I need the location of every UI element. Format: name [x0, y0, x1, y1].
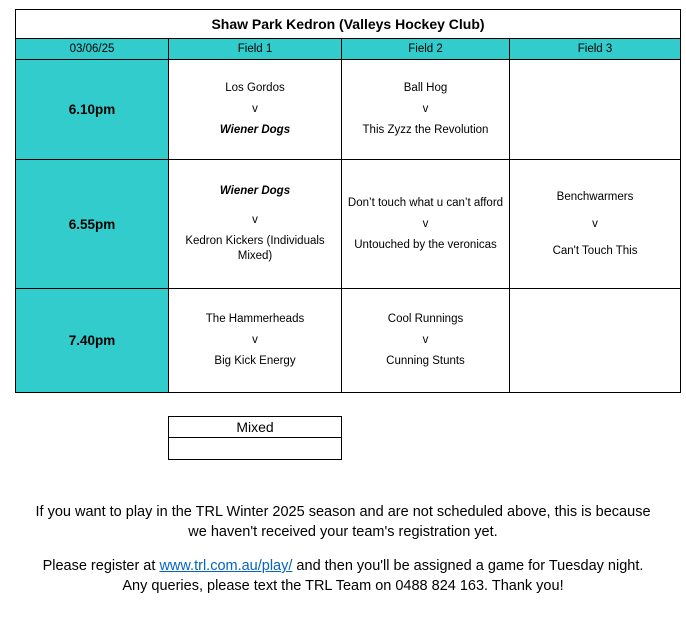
empty-game-cell: [510, 60, 681, 160]
legend-mixed-label: Mixed: [169, 417, 342, 438]
home-team: Ball Hog: [403, 82, 448, 94]
home-team: Cool Runnings: [387, 313, 464, 325]
timeslot-row: [16, 289, 681, 393]
away-team: Cunning Stunts: [386, 355, 465, 367]
versus-label: v: [422, 103, 429, 115]
game-cell: [169, 160, 342, 289]
game-cell: [342, 60, 510, 160]
away-team: Untouched by the veronicas: [354, 238, 497, 251]
game-cell: [342, 160, 510, 289]
legend-empty-cell: [169, 438, 342, 460]
register-prefix: Please register at: [42, 558, 160, 574]
notice-line: we haven't received your team's registration yet.: [188, 524, 498, 540]
registration-notice: [0, 502, 686, 542]
field-2-header: Field 2: [342, 39, 510, 60]
versus-label: v: [252, 103, 258, 115]
versus-label: v: [592, 217, 598, 230]
contact-line: Any queries, please text the TRL Team on 0488 824 163. Thank you!: [122, 578, 564, 594]
time-cell: 6.55pm: [16, 160, 169, 289]
game-cell: [342, 289, 510, 393]
away-team: This Zyzz the Revolution: [362, 124, 489, 136]
register-link[interactable]: www.trl.com.au/play/: [159, 558, 293, 574]
versus-label: v: [252, 334, 258, 346]
register-suffix: and then you'll be assigned a game for Tuesday night.: [292, 558, 644, 574]
timeslot-row: [16, 60, 681, 160]
home-team: The Hammerheads: [205, 313, 305, 325]
game-cell: [169, 289, 342, 393]
versus-label: v: [252, 214, 258, 226]
versus-label: v: [422, 334, 429, 346]
schedule-table: [15, 9, 681, 393]
versus-label: v: [422, 217, 429, 230]
empty-game-cell: [510, 289, 681, 393]
timeslot-row: [16, 160, 681, 289]
away-team: Can't Touch This: [552, 244, 638, 257]
venue-title: Shaw Park Kedron (Valleys Hockey Club): [16, 10, 681, 39]
away-team: Wiener Dogs: [219, 124, 291, 136]
register-line: [0, 556, 686, 576]
legend-table: [168, 416, 342, 460]
field-1-header: Field 1: [169, 39, 342, 60]
away-team: Big Kick Energy: [214, 355, 296, 367]
home-team: Benchwarmers: [556, 190, 634, 203]
game-cell: [169, 60, 342, 160]
field-3-header: Field 3: [510, 39, 681, 60]
home-team: Don’t touch what u can’t afford: [347, 196, 504, 209]
register-instructions: [0, 556, 686, 596]
time-cell: 7.40pm: [16, 289, 169, 393]
away-team: Kedron Kickers (Individuals Mixed): [185, 235, 325, 262]
home-team: Wiener Dogs: [219, 185, 291, 197]
date-header: 03/06/25: [16, 39, 169, 60]
home-team: Los Gordos: [225, 82, 285, 94]
time-cell: 6.10pm: [16, 60, 169, 160]
game-cell: [510, 160, 681, 289]
notice-line: If you want to play in the TRL Winter 2025 season and are not scheduled above, this is because: [35, 504, 651, 520]
